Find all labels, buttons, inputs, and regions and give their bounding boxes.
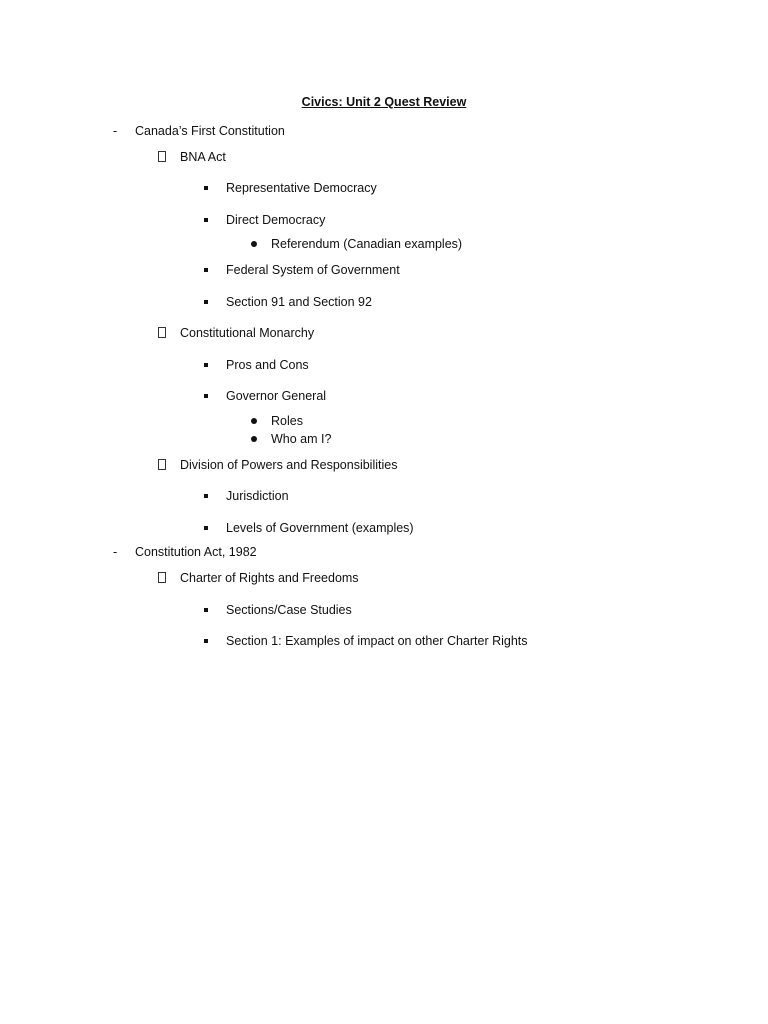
square-bullet-icon [204, 526, 208, 530]
box-bullet-icon [158, 327, 166, 338]
square-bullet-icon [204, 300, 208, 304]
outline-item-label: Roles [271, 414, 303, 428]
outline-item-label: Who am I? [271, 432, 332, 446]
box-bullet-icon [158, 151, 166, 162]
outline-item-label: Levels of Government (examples) [226, 521, 414, 535]
outline-item-label: Canada’s First Constitution [135, 124, 285, 138]
outline-item-label: Section 1: Examples of impact on other Charter Rights [226, 634, 528, 648]
box-bullet-icon [158, 572, 166, 583]
outline-item-label: BNA Act [180, 150, 226, 164]
outline-item-label: Direct Democracy [226, 213, 326, 227]
dash-bullet: - [113, 124, 118, 138]
outline-item-label: Constitutional Monarchy [180, 326, 315, 340]
outline-item-label: Federal System of Government [226, 263, 400, 277]
round-bullet-icon [251, 436, 257, 442]
square-bullet-icon [204, 639, 208, 643]
square-bullet-icon [204, 218, 208, 222]
outline-item-label: Constitution Act, 1982 [135, 545, 257, 559]
round-bullet-icon [251, 418, 257, 424]
square-bullet-icon [204, 268, 208, 272]
outline-item-label: Section 91 and Section 92 [226, 295, 372, 309]
box-bullet-icon [158, 459, 166, 470]
outline-item-label: Division of Powers and Responsibilities [180, 458, 398, 472]
outline-item-label: Charter of Rights and Freedoms [180, 571, 359, 585]
outline-item-label: Jurisdiction [226, 489, 289, 503]
square-bullet-icon [204, 186, 208, 190]
round-bullet-icon [251, 241, 257, 247]
square-bullet-icon [204, 494, 208, 498]
outline-item-label: Representative Democracy [226, 181, 377, 195]
document-title: Civics: Unit 2 Quest Review [301, 95, 467, 109]
square-bullet-icon [204, 608, 208, 612]
outline-item-label: Referendum (Canadian examples) [271, 237, 463, 251]
dash-bullet: - [113, 545, 118, 559]
outline-item-label: Sections/Case Studies [226, 603, 352, 617]
square-bullet-icon [204, 363, 208, 367]
square-bullet-icon [204, 394, 208, 398]
outline-item-label: Pros and Cons [226, 358, 309, 372]
outline-item-label: Governor General [226, 389, 327, 403]
